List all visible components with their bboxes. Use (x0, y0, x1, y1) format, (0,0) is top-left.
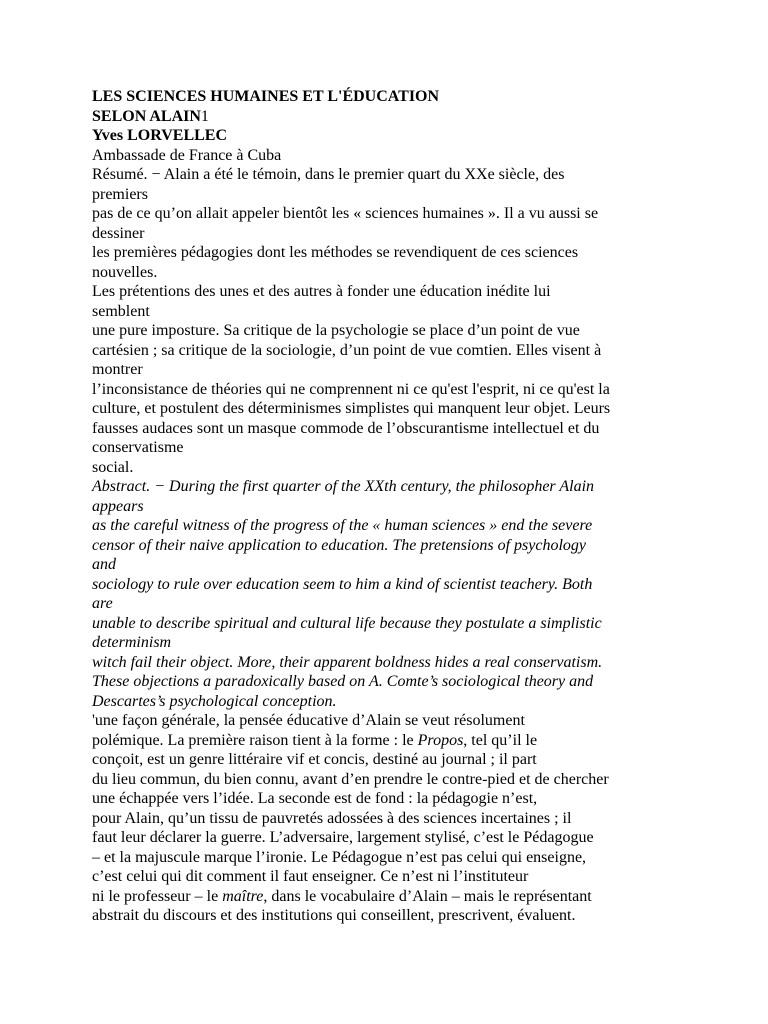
body-line-text: ni le professeur – le (92, 887, 223, 905)
abstract-line: witch fail their object. More, their apparent boldness hides a real conservatism. (92, 653, 603, 671)
document-content (92, 87, 692, 926)
body-line-emphasis: maître (222, 887, 264, 905)
abstract-line: Descartes’s psychological conception. (92, 692, 337, 710)
title-line-2 (92, 107, 692, 127)
abstract-line: and (92, 556, 116, 573)
body-line (92, 731, 692, 751)
resume-line: pas de ce qu’on allait appeler bientôt les « sciences humaines ». Il a vu aussi se (92, 205, 599, 222)
author-affiliation: Ambassade de France à Cuba (92, 146, 282, 164)
body-line: abstrait du discours et des institutions qui conseillent, prescrivent, évaluent. (92, 907, 576, 924)
resume-line: les premières pédagogies dont les méthodes se revendiquent de ces sciences (92, 244, 579, 261)
author-name: Yves LORVELLEC (92, 127, 228, 144)
resume-line: semblent (92, 302, 150, 320)
abstract-line: appears (92, 497, 144, 515)
resume-line: social. (92, 458, 134, 476)
body-line: une échappée vers l’idée. La seconde est de fond : la pédagogie n’est, (92, 790, 538, 807)
resume-line: l’inconsistance de théories qui ne comprennent ni ce qu'est l'esprit, ni ce qu'est la (92, 380, 610, 398)
resume-line: premiers (92, 185, 148, 203)
body-text (92, 711, 692, 926)
resume-line: une pure imposture. Sa critique de la psychologie se place d’un point de vue (92, 322, 580, 339)
body-line: du lieu commun, du bien connu, avant d’en prendre le contre-pied et de chercher (92, 770, 609, 788)
abstract-line: as the careful witness of the progress of the « human sciences » end the severe (92, 517, 593, 534)
body-line: conçoit, est un genre littéraire vif et concis, destiné au journal ; il part (92, 751, 537, 768)
resume-line: dessiner (92, 224, 145, 242)
abstract-line: sociology to rule over education seem to him a kind of scientist teachery. Both (92, 575, 593, 593)
abstract-line: Abstract. − During the first quarter of the XXth century, the philosopher Alain (92, 478, 595, 495)
title-text: SELON ALAIN (92, 107, 201, 125)
resume-line: conservatisme (92, 439, 184, 456)
abstract-line: are (92, 595, 113, 612)
body-line: 'une façon générale, la pensée éducative d’Alain se veut résolument (92, 712, 525, 729)
resume-line: Les prétentions des unes et des autres à fonder une éducation inédite lui (92, 283, 551, 300)
title-line-1: LES SCIENCES HUMAINES ET L'ÉDUCATION (92, 88, 440, 105)
resume-line: cartésien ; sa critique de la sociologie, d’un point de vue comtien. Elles visent à (92, 341, 602, 359)
resume-line: montrer (92, 361, 143, 378)
body-line-text: polémique. La première raison tient à la forme : le (92, 731, 418, 749)
abstract-line: These objections a paradoxically based on A. Comte’s sociological theory and (92, 673, 594, 690)
body-line-text: , tel qu’il le (463, 731, 538, 749)
abstract-line: determinism (92, 634, 172, 651)
resume-line: nouvelles. (92, 263, 158, 281)
resume-section (92, 165, 692, 477)
resume-line: fausses audaces sont un masque commode de l’obscurantisme intellectuel et du (92, 419, 600, 437)
body-line (92, 887, 692, 907)
body-line: c’est celui qui dit comment il faut enseigner. Ce n’est ni l’instituteur (92, 868, 529, 885)
body-line: faut leur déclarer la guerre. L’adversaire, largement stylisé, c’est le Pédagogue (92, 829, 594, 846)
body-line: – et la majuscule marque l’ironie. Le Pédagogue n’est pas celui qui enseigne, (92, 848, 587, 866)
abstract-line: censor of their naive application to education. The pretensions of psychology (92, 536, 586, 554)
title-footnote-marker: 1 (200, 107, 209, 125)
resume-line: culture, et postulent des déterminismes simplistes qui manquent leur objet. Leurs (92, 400, 611, 417)
abstract-line: unable to describe spiritual and cultural life because they postulate a simplistic (92, 614, 602, 632)
body-line-emphasis: Propos (417, 731, 464, 749)
abstract-section (92, 477, 692, 711)
body-line-text: , dans le vocabulaire d’Alain – mais le représentant (263, 887, 592, 905)
body-line: pour Alain, qu’un tissu de pauvretés adossées à des sciences incertaines ; il (92, 809, 572, 827)
resume-line: Résumé. − Alain a été le témoin, dans le premier quart du XXe siècle, des (92, 166, 565, 183)
